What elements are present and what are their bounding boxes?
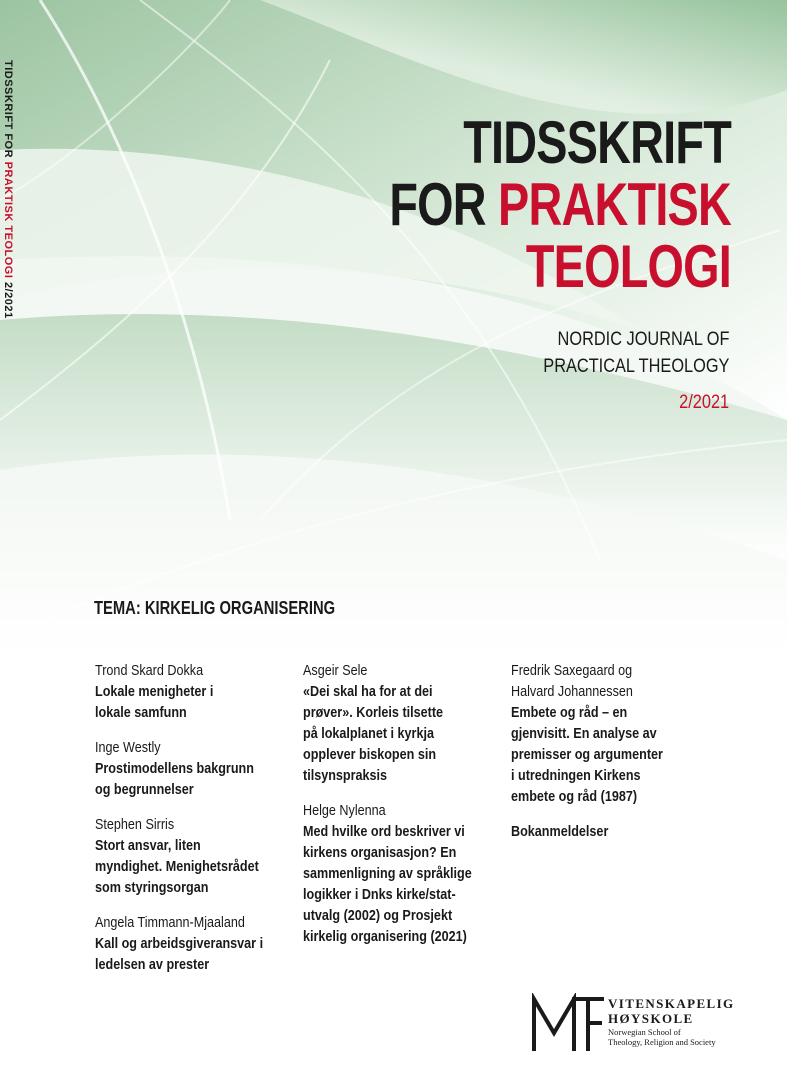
article-title-line: logikker i Dnks kirke/stat- — [303, 886, 456, 903]
article-author: Stephen Sirris — [95, 816, 175, 833]
journal-title — [389, 109, 731, 300]
article-entry — [95, 814, 297, 898]
article-title — [303, 681, 505, 786]
article-title-line: kirkelig organisering (2021) — [303, 928, 467, 945]
article-title — [511, 702, 713, 807]
article-title — [95, 681, 297, 723]
article-author: Asgeir Sele — [303, 662, 368, 679]
article-entry — [303, 660, 505, 786]
spine-text — [2, 60, 14, 319]
article-title-line: myndighet. Menighetsrådet — [95, 858, 259, 875]
article-title-line: utvalg (2002) og Prosjekt — [303, 907, 453, 924]
subtitle-line1: NORDIC JOURNAL OF — [557, 329, 729, 350]
article-title-line: Med hvilke ord beskriver vi — [303, 823, 465, 840]
publisher-line1: VITENSKAPELIG — [608, 996, 735, 1011]
subtitle-line2: PRACTICAL THEOLOGY — [542, 356, 729, 377]
article-title-line: ledelsen av prester — [95, 956, 210, 973]
article-author-line: Fredrik Saxegaard og — [511, 662, 633, 679]
article-title-line: gjenvisitt. En analyse av — [511, 725, 657, 742]
publisher-line2: HØYSKOLE — [608, 1011, 694, 1026]
article-author: Inge Westly — [95, 739, 161, 756]
contents-column-2 — [303, 660, 533, 961]
article-title-line: lokale samfunn — [95, 704, 187, 721]
article-title-line: på lokalplanet i kyrkja — [303, 725, 434, 742]
article-title-line: som styringsorgan — [95, 879, 209, 896]
spine-part1: TIDSSKRIFT FOR — [2, 60, 14, 162]
article-title-line: opplever biskopen sin — [303, 746, 437, 763]
article-title — [95, 933, 297, 975]
article-title-line: i utredningen Kirkens — [511, 767, 641, 784]
article-entry — [95, 912, 297, 975]
article-title-line: Lokale menigheter i — [95, 683, 214, 700]
article-title-line: Stort ansvar, liten — [95, 837, 201, 854]
article-entry — [511, 660, 713, 807]
article-author-line: Halvard Johannessen — [511, 683, 633, 700]
article-title-line: kirkens organisasjon? En — [303, 844, 457, 861]
article-author — [511, 660, 713, 702]
publisher-logo-text — [608, 996, 735, 1047]
article-title-line: «Dei skal ha for at dei — [303, 683, 433, 700]
title-line2 — [389, 171, 731, 238]
article-title-line: Kall og arbeidsgiveransvar i — [95, 935, 264, 952]
issue-number: 2/2021 — [679, 392, 729, 413]
contents-column-3 — [511, 660, 741, 856]
publisher-line3: Norwegian School of — [608, 1027, 681, 1037]
article-entry — [95, 737, 297, 800]
title-line3: TEOLOGI — [525, 233, 731, 300]
publisher-line4: Theology, Religion and Society — [608, 1037, 716, 1047]
title-line2-red: PRAKTISK — [498, 171, 731, 238]
article-title-line: embete og råd (1987) — [511, 788, 638, 805]
article-title-line: prøver». Korleis tilsette — [303, 704, 444, 721]
book-reviews-entry — [511, 821, 713, 842]
article-entry — [95, 660, 297, 723]
article-entry — [303, 800, 505, 947]
title-line2-black: FOR — [389, 171, 499, 238]
article-title-line: Prostimodellens bakgrunn — [95, 760, 254, 777]
article-author: Helge Nylenna — [303, 802, 386, 819]
spine-part3: 2/2021 — [2, 278, 14, 319]
article-title-line: tilsynspraksis — [303, 767, 388, 784]
article-title — [303, 821, 505, 947]
title-line1: TIDSSKRIFT — [463, 109, 731, 176]
journal-subtitle — [543, 326, 729, 380]
article-title-line: sammenligning av språklige — [303, 865, 472, 882]
article-author: Trond Skard Dokka — [95, 662, 204, 679]
article-title — [95, 835, 297, 898]
article-title-line: premisser og argumenter — [511, 746, 663, 763]
contents-column-1 — [95, 660, 325, 989]
spine-part2: PRAKTISK TEOLOGI — [2, 161, 14, 279]
book-reviews-label: Bokanmeldelser — [511, 823, 609, 840]
article-author: Angela Timmann-Mjaaland — [95, 914, 245, 931]
article-title — [95, 758, 297, 800]
article-title-line: og begrunnelser — [95, 781, 194, 798]
article-title-line: Embete og råd – en — [511, 704, 628, 721]
theme-heading: TEMA: KIRKELIG ORGANISERING — [94, 598, 336, 618]
